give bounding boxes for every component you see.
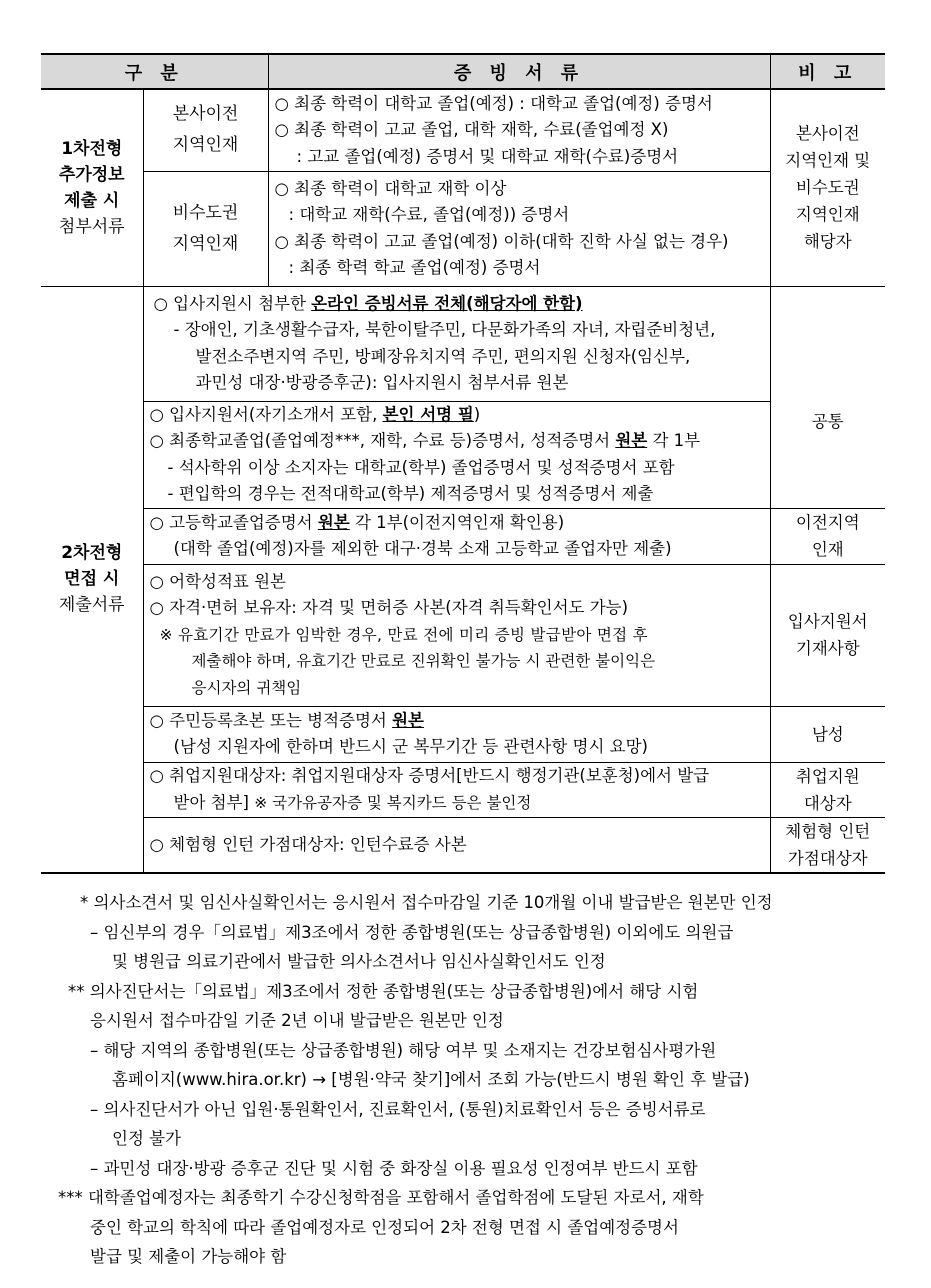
docs-hq-relocation: ○ 최종 학력이 대학교 졸업(예정) : 대학교 졸업(예정) 증명서 ○ 최종 학력이 고교 졸업, 대학 재학, 수료(졸업예정 X) : 고교 졸업(예정) 증명서 및 대학교 재학(수료)증명서 [268,89,770,171]
docs-employment-support: ○ 취업지원대상자: 취업지원대상자 증명서[반드시 행정기관(보훈청)에서 발급 받아 첨부] ※ 국가유공자증 및 복지카드 등은 불인정 [143,762,770,817]
docs-common: ○ 입사지원서(자기소개서 포함, 본인 서명 필) ○ 최종학교졸업(졸업예정***, 재학, 수료 등)증명서, 성적증명서 원본 각 1부 - 석사학위 이상 소지자는 대학교(학부) 졸업증명서 및 성적증명서 포함 - 편입학의 경우는 전적대학교(학부) 제적증명서 및 성적증명서 제출 [143,401,770,508]
section1-title: 1차전형 추가정보 제출 시 첨부서류 [41,89,143,286]
note-intern: 체험형 인턴 가점대상자 [770,817,885,873]
section2-title: 2차전형 면접 시 제출서류 [41,286,143,873]
docs-military: ○ 주민등록초본 또는 병적증명서 원본 (남성 지원자에 한하며 반드시 군 복무기간 등 관련사항 명시 요망) [143,706,770,762]
docs-high-school: ○ 고등학교졸업증명서 원본 각 1부(이전지역인재 확인용) (대학 졸업(예정)자를 제외한 대구·경북 소재 고등학교 졸업자만 제출) [143,508,770,564]
note-relocation-talent: 이전지역 인재 [770,508,885,564]
table-row [41,817,885,873]
note-common: 공통 [770,286,885,508]
footnote-line: * 의사소견서 및 임신사실확인서는 응시원서 접수마감일 기준 10개월 이내 발급받은 원본만 인정 [80,893,773,912]
table-header-row [41,54,885,89]
header-note: 비 고 [770,54,885,89]
table-row [41,564,885,706]
category-non-capital: 비수도권 지역인재 [143,171,268,286]
table-row [41,171,885,286]
table-row [41,706,885,762]
docs-online-evidence: ○ 입사지원시 첨부한 온라인 증빙서류 전체(해당자에 한함) - 장애인, 기초생활수급자, 북한이탈주민, 다문화가족의 자녀, 자립준비청년, 발전소주변지역 주민, 방폐장유치지역 주민, 편의지원 신청자(임신부, 과민성 대장·방광증후군): 입사지원시 첨부서류 원본 [143,286,770,401]
docs-language-license: ○ 어학성적표 원본 ○ 자격·면허 보유자: 자격 및 면허증 사본(자격 취득확인서도 가능) ※ 유효기간 만료가 임박한 경우, 만료 전에 미리 증빙 발급받아 면접 후 제출해야 하며, 유효기간 만료로 진위확인 불가능 시 관련한 불이익은 응시자의 귀책임 [143,564,770,706]
docs-non-capital: ○ 최종 학력이 대학교 재학 이상 : 대학교 재학(수료, 졸업(예정)) 증명서 ○ 최종 학력이 고교 졸업(예정) 이하(대학 진학 사실 없는 경우) : 최종 학력 학교 졸업(예정) 증명서 [268,171,770,286]
table-row [41,401,885,508]
footnote-line: 응시원서 접수마감일 기준 2년 이내 발급받은 원본만 인정 [90,1011,504,1030]
footnote-line: *** 대학졸업예정자는 최종학기 수강신청학점을 포함해서 졸업학점에 도달된 자로서, 재학 [58,1188,704,1207]
footnote-line: ** 의사진단서는「의료법」제3조에서 정한 종합병원(또는 상급종합병원)에서 해당 시험 [68,981,699,1001]
table-row [41,762,885,817]
footnote-line: 발급 및 제출이 가능해야 함 [90,1247,287,1266]
footnote-line: – 의사진단서가 아닌 입원·통원확인서, 진료확인서, (통원)치료확인서 등은 증빙서류로 [90,1099,706,1119]
footnote-line: 홈페이지(www.hira.or.kr) → [병원·약국 찾기]에서 조회 가능(반드시 병원 확인 후 발급) [112,1070,750,1089]
note-employment-support: 취업지원 대상자 [770,762,885,817]
header-category: 구 분 [41,54,268,89]
header-documents: 증 빙 서 류 [268,54,770,89]
note-application-form: 입사지원서 기재사항 [770,564,885,706]
note-regional-talent: 본사이전 지역인재 및 비수도권 지역인재 해당자 [770,89,885,286]
footnote-line: 및 병원급 의료기관에서 발급한 의사소견서나 임신사실확인서도 인정 [112,952,606,971]
footnote-line: – 과민성 대장·방광 증후군 진단 및 시험 중 화장실 이용 필요성 인정여부 반드시 포함 [90,1158,698,1178]
category-hq-relocation: 본사이전 지역인재 [143,89,268,171]
table-row [41,89,885,171]
document-table [41,53,885,874]
table-row [41,508,885,564]
footnote-line: – 임신부의 경우「의료법」제3조에서 정한 종합병원(또는 상급종합병원) 이외에도 의원급 [90,922,734,942]
footnotes [58,888,882,1272]
footnote-line: 중인 학교의 학칙에 따라 졸업예정자로 인정되어 2차 전형 면접 시 졸업예정증명서 [90,1217,679,1237]
table-row [41,286,885,401]
footnote-line: 인정 불가 [112,1129,182,1148]
docs-intern: ○ 체험형 인턴 가점대상자: 인턴수료증 사본 [143,817,770,873]
note-male: 남성 [770,706,885,762]
footnote-line: – 해당 지역의 종합병원(또는 상급종합병원) 해당 여부 및 소재지는 건강보험심사평가원 [90,1040,717,1060]
